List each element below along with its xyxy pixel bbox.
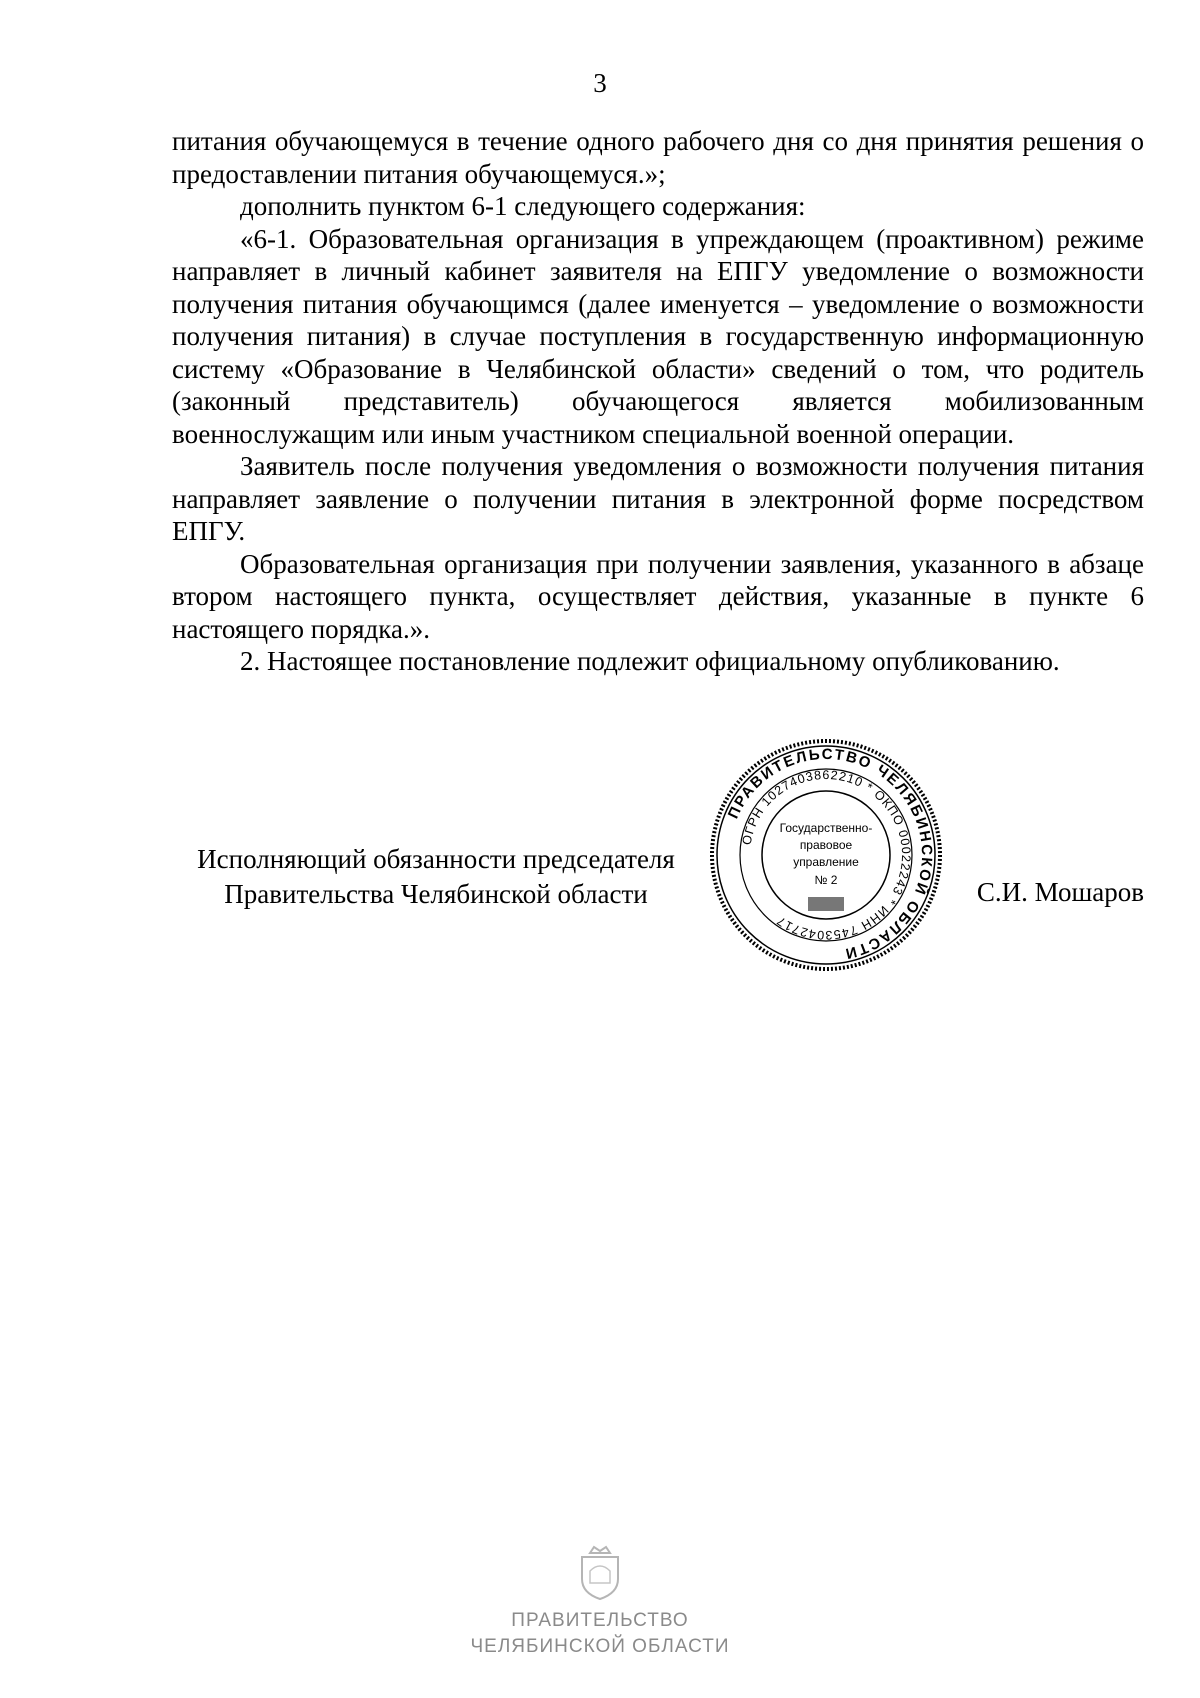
paragraph-applicant: Заявитель после получения уведомления о возможности получения питания направляет заявление о получении питания в электронной форме посредством ЕПГУ. [172, 451, 1144, 546]
seal-emblem-mark [808, 897, 844, 911]
seal-center-line3: управление [793, 855, 859, 869]
signatory-title-line1: Исполняющий обязанности председателя [197, 844, 675, 874]
footer-emblem [0, 1543, 1200, 1606]
footer-organization [0, 1608, 1200, 1660]
seal-center-line4: № 2 [814, 873, 838, 887]
seal-inner-text: ОГРН 1027403862210 * ОКПО 00022243 * ИНН 7453042717 [739, 767, 914, 943]
paragraph-publication: 2. Настоящее постановление подлежит официальному опубликованию. [240, 646, 1060, 676]
paragraph-clause-6-1: «6-1. Образовательная организация в упреждающем (проактивном) режиме направляет в личный кабинет заявителя на ЕПГУ уведомление о возможности получения питания обучающимся (далее именуется – уведомление о возможности получения питания) в случае поступления в государственную информационную систему «Образование в Челябинской области» сведений о том, что родитель (законный представитель) обучающегося является мобилизованным военнослужащим или иным участником специальной военной операции. [172, 223, 1144, 449]
signatory-title [176, 842, 696, 912]
footer-line1: ПРАВИТЕЛЬСТВО [511, 1610, 689, 1631]
footer-line2: ЧЕЛЯБИНСКОЙ ОБЛАСТИ [470, 1636, 730, 1657]
coat-of-arms-icon [578, 1543, 622, 1601]
seal-outer-text: ПРАВИТЕЛЬСТВО ЧЕЛЯБИНСКОЙ ОБЛАСТИ [724, 745, 936, 963]
paragraph-continuation: питания обучающемуся в течение одного рабочего дня со дня принятия решения о предоставлении питания обучающемуся.»; [172, 126, 1144, 189]
paragraph-organization: Образовательная организация при получении заявления, указанного в абзаце втором настоящего пункта, осуществляет действия, указанные в пункте 6 настоящего порядка.». [172, 548, 1144, 644]
seal-center-line1: Государственно- [779, 821, 873, 835]
signatory-title-line2: Правительства Челябинской области [224, 879, 648, 909]
paragraph-amendment-intro: дополнить пунктом 6-1 следующего содержания: [240, 191, 806, 221]
signatory-name: С.И. Мошаров [976, 877, 1144, 907]
page-number: 3 [593, 68, 607, 98]
document-body [172, 125, 1144, 678]
seal-center-line2: правовое [799, 838, 853, 852]
official-seal [706, 735, 946, 975]
